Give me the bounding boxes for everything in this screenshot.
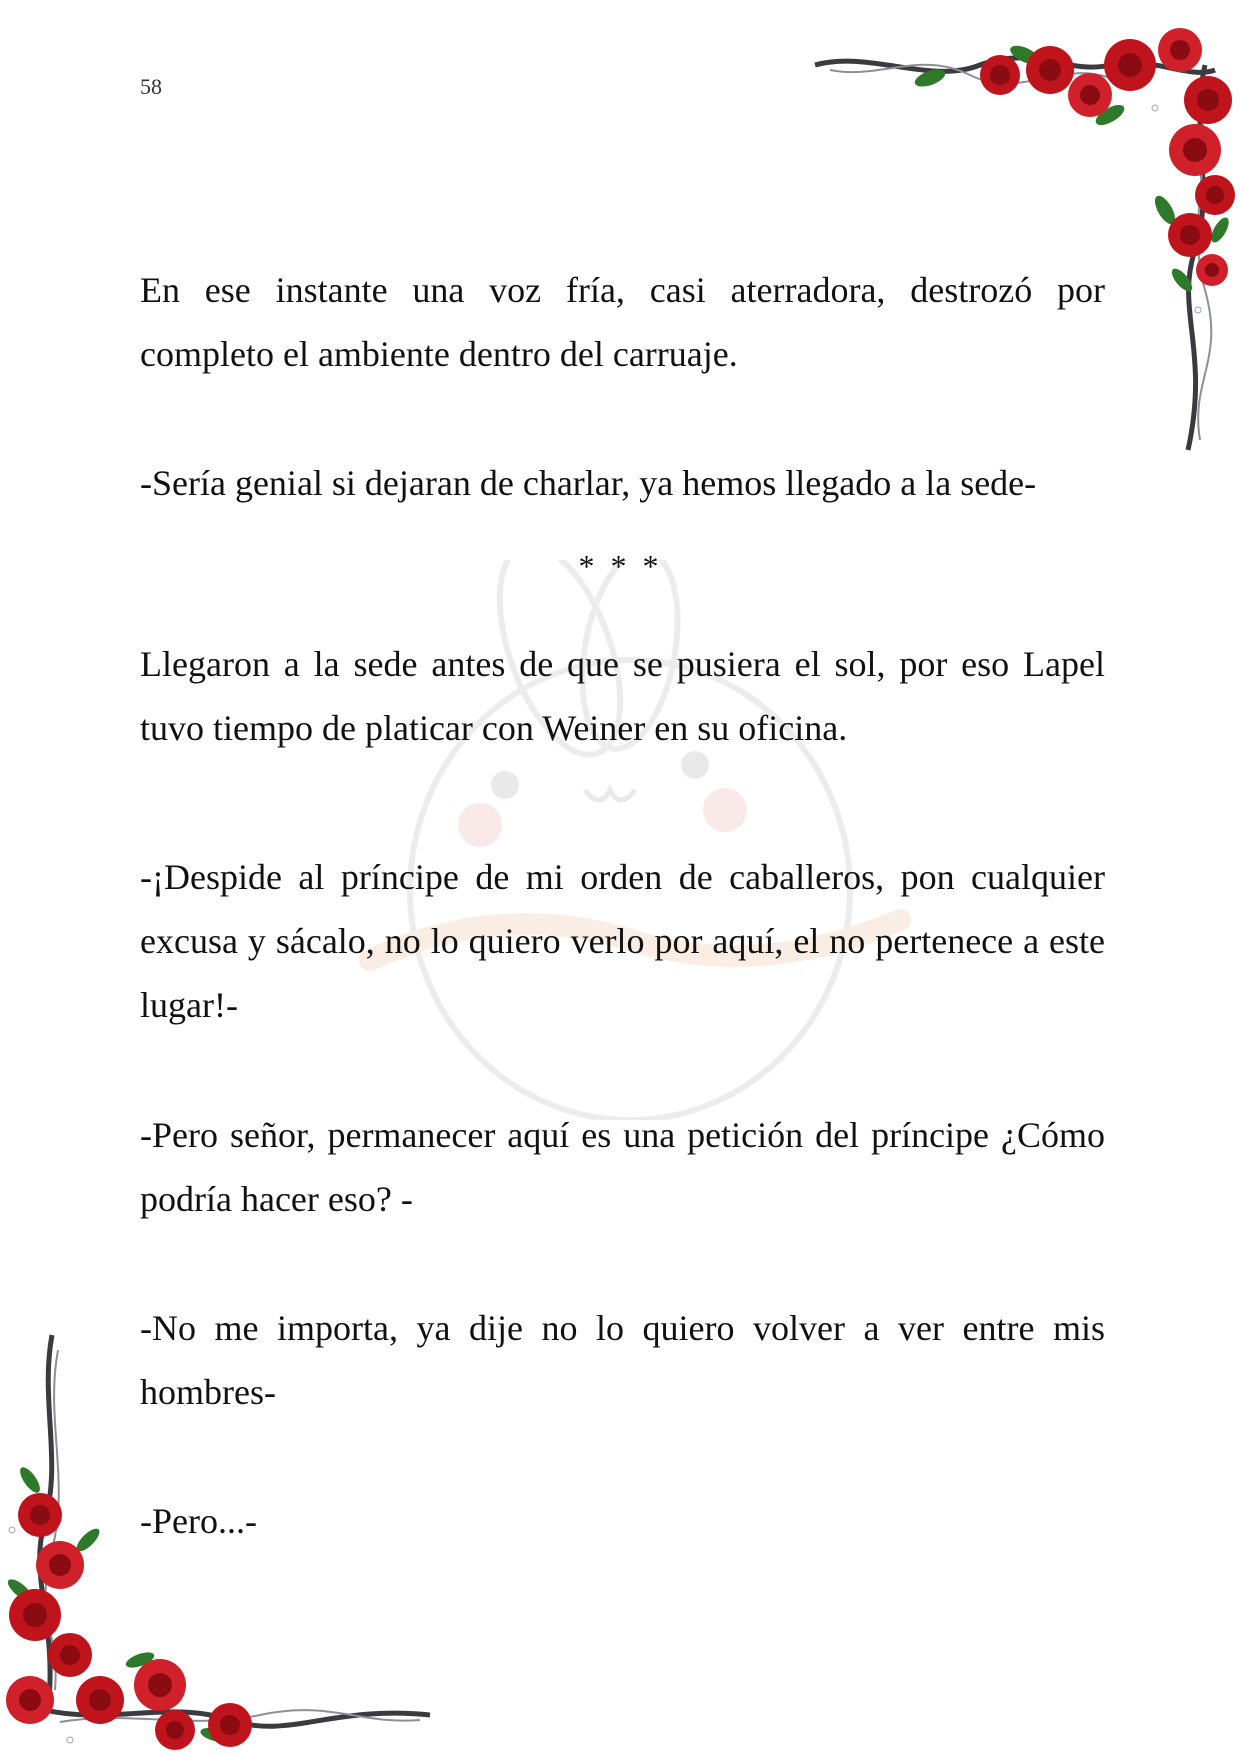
paragraph-2: -Sería genial si dejaran de charlar, ya hemos llegado a la sede- bbox=[140, 463, 1037, 503]
paragraph-1: En ese instante una voz fría, casi aterradora, destrozó por completo el ambiente dentro del carruaje. bbox=[140, 270, 1105, 374]
scene-break: * * * bbox=[578, 548, 663, 584]
paragraph-7: -Pero...- bbox=[140, 1501, 257, 1541]
paragraph-4: -¡Despide al príncipe de mi orden de caballeros, pon cualquier excusa y sácalo, no lo quiero verlo por aquí, el no pertenece a este lugar!- bbox=[140, 857, 1105, 1025]
paragraph-5: -Pero señor, permanecer aquí es una petición del príncipe ¿Cómo podría hacer eso? - bbox=[140, 1115, 1105, 1219]
paragraph-6: -No me importa, ya dije no lo quiero volver a ver entre mis hombres- bbox=[140, 1308, 1105, 1412]
paragraph-3: Llegaron a la sede antes de que se pusiera el sol, por eso Lapel tuvo tiempo de platicar con Weiner en su oficina. bbox=[140, 644, 1105, 748]
page-number: 58 bbox=[140, 74, 162, 99]
rose-vine-corner-icon bbox=[810, 20, 1241, 460]
